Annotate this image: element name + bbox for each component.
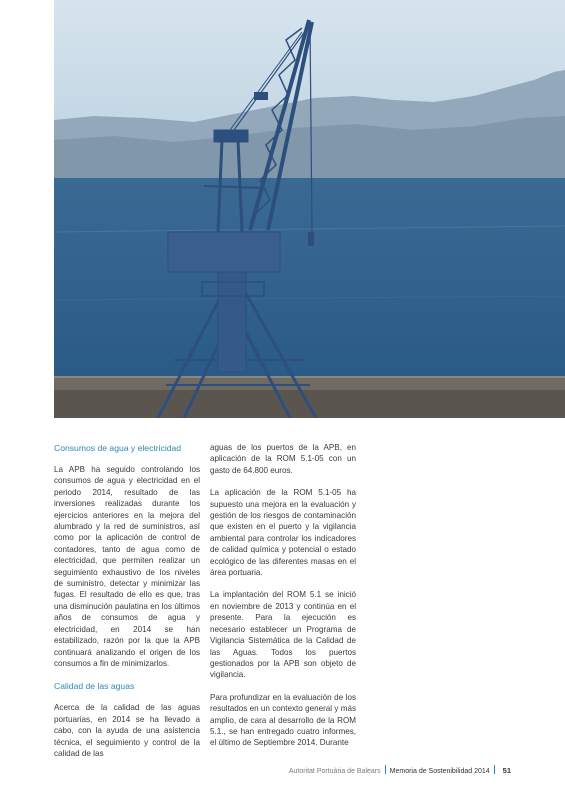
text-column-right — [210, 442, 356, 760]
crane-illustration — [54, 0, 565, 418]
section-heading-calidad: Calidad de las aguas — [54, 681, 135, 692]
paragraph-calidad: Acerca de la calidad de las aguas portuarias, en 2014 se ha llevado a cabo, con la ayuda de una asistencia técnica, el seguimiento y control de la calidad de las — [54, 703, 200, 758]
paragraph-rom-aplicacion: La aplicación de la ROM 5.1-05 ha supuesto una mejora en la evaluación y gestión de los riesgos de contaminación que existen en el puerto y la vigilancia ambiental para controlar los indicadores de calidad química y potencial o estado ecológico de las diferentes masas en el área portuaria. — [210, 488, 356, 578]
footer-organization: Autoritat Portuària de Balears — [288, 768, 381, 775]
footer-report-title: Memoria de Sostenibilidad 2014 — [389, 768, 490, 775]
section-heading-consumos: Consumos de agua y electricidad — [54, 443, 182, 453]
paragraph-consumos: La APB ha seguido controlando los consumos de agua y electricidad en el periodo 2014, resultado de las inversiones realizadas durante los ejercicios anteriores en la mejora del alumbrado y la red de suministros, así como por la aplicación de control de contadores, tanto de agua como de electricidad, que permiten realizar un seguimiento exhaustivo de los niveles de suministro, detectar y minimizar las fugas. El resultado de ello es que, tras una disminución paulatina en los últimos años de consumos de agua y electricidad, en 2014 se han estabilizado, razón por la que la APB continuará analizando el origen de los consumos a fin de minimizarlos. — [54, 465, 200, 668]
port-crane-photo — [54, 0, 565, 418]
footer-separator — [385, 765, 386, 774]
paragraph-rom-implantacion: La implantación del ROM 5.1 se inició en noviembre de 2013 y continúa en el presente. Para la ejecución es necesario establecer un Programa de Vigilancia Sistemática de la Calidad de las Aguas. Todos los puertos gestionados por la APB son objeto de vigilancia. — [210, 590, 356, 680]
paragraph-rom-gasto: aguas de los puertos de la APB, en aplicación de la ROM 5.1-05 con un gasto de 64.800 euros. — [210, 443, 356, 475]
text-column-left — [54, 442, 200, 770]
quay-top — [54, 376, 565, 390]
footer-separator — [494, 765, 495, 774]
page-footer — [0, 765, 511, 777]
sea — [54, 178, 565, 378]
paragraph-rom-informes: Para profundizar en la evaluación de los resultados en un contexto general y más amplio, de cara al desarrollo de la ROM 5.1., se han entregado cuatro informes, el último de Septiembre 2014. Durante — [210, 692, 356, 748]
page-number: 51 — [502, 766, 511, 775]
